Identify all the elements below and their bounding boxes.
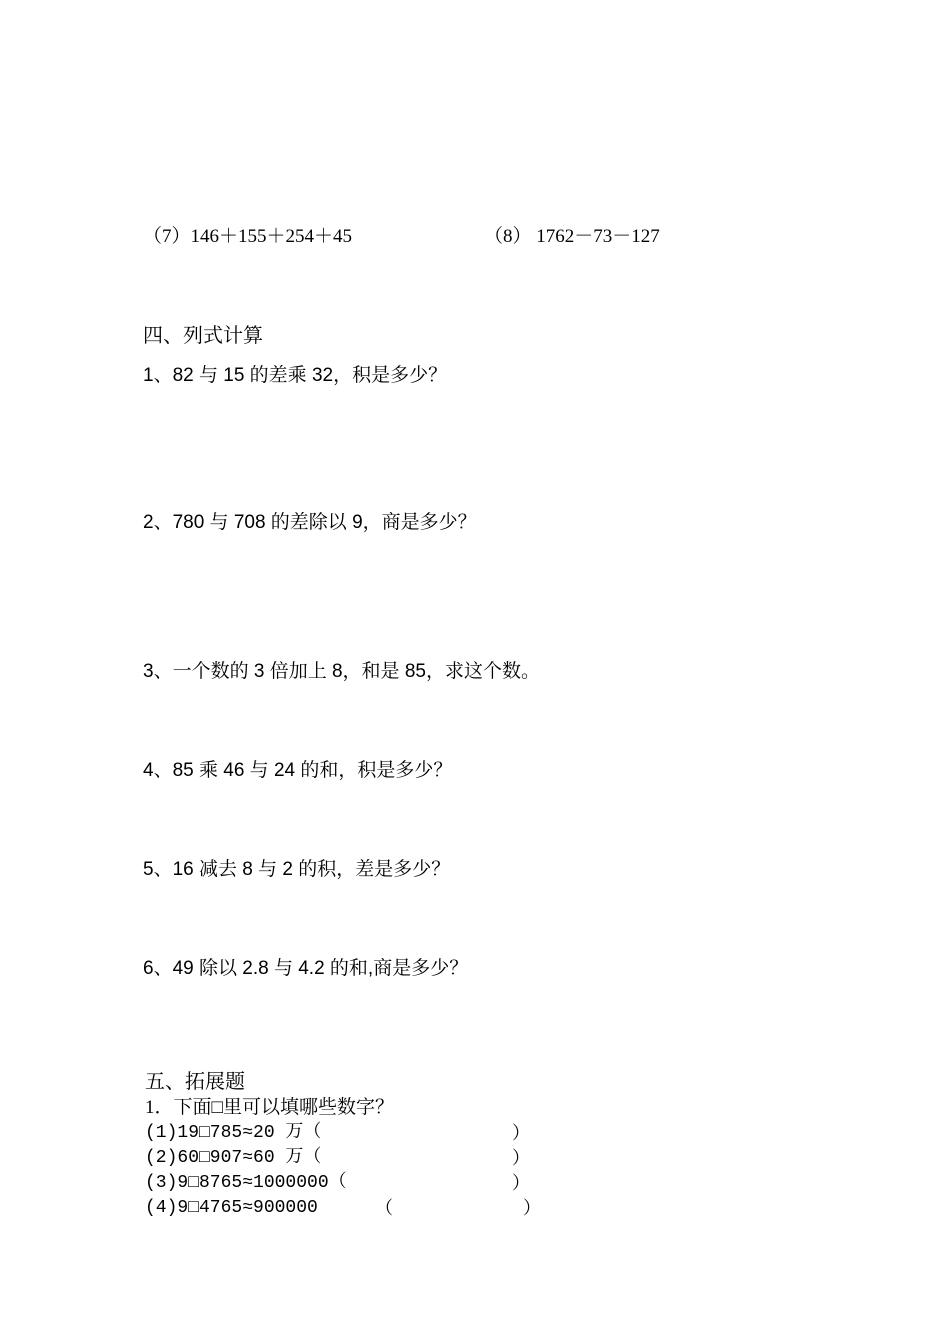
section-4-question-1: 1、82 与 15 的差乘 32，积是多少？: [143, 365, 448, 386]
fill-item-3-close-paren: ）: [512, 1173, 530, 1193]
expression-7: （7）146＋155＋254＋45: [143, 226, 353, 247]
section-4-question-6: 6、49 除以 2.8 与 4.2 的和,商是多少？: [143, 958, 469, 979]
section-4-question-2: 2、780 与 708 的差除以 9，商是多少？: [143, 512, 477, 533]
expression-8: （8） 1762－73－127: [484, 226, 660, 247]
section-5-question-1: 1．下面□里可以填哪些数字？: [145, 1097, 394, 1118]
section-5-heading: 五、拓展题: [145, 1071, 245, 1093]
fill-item-1: (1)19□785≈20 万（: [145, 1123, 322, 1143]
fill-item-4-close-paren: ）: [523, 1198, 541, 1218]
fill-item-3: (3)9□8765≈1000000（: [145, 1173, 347, 1193]
fill-item-2: (2)60□907≈60 万（: [145, 1148, 322, 1168]
fill-item-4-open-paren: （: [375, 1198, 393, 1218]
section-4-question-5: 5、16 减去 8 与 2 的积，差是多少？: [143, 859, 451, 880]
section-4-question-4: 4、85 乘 46 与 24 的和，积是多少？: [143, 760, 453, 781]
section-4-heading: 四、列式计算: [143, 325, 263, 347]
fill-item-4: (4)9□4765≈900000: [145, 1198, 318, 1218]
fill-item-2-close-paren: ）: [512, 1148, 530, 1168]
fill-item-1-close-paren: ）: [512, 1123, 530, 1143]
section-4-question-3: 3、一个数的 3 倍加上 8，和是 85，求这个数。: [143, 661, 540, 682]
